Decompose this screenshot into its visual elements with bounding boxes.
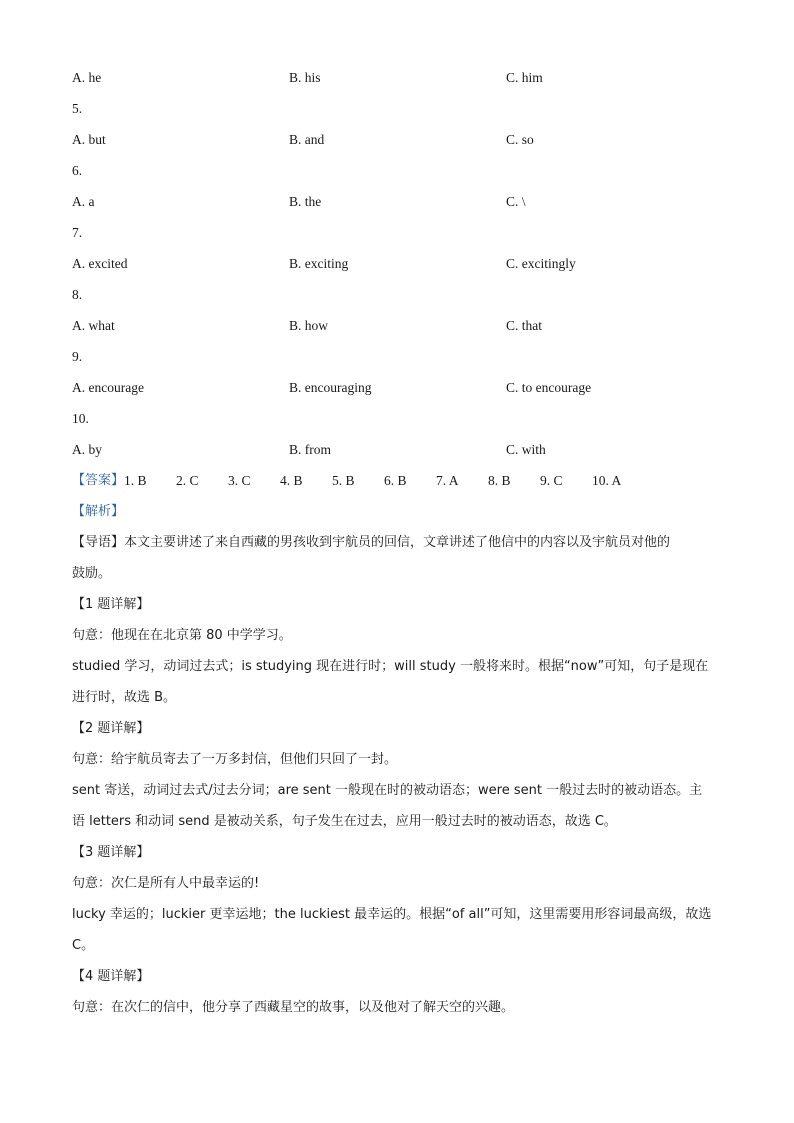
option-a: A. a [72, 194, 95, 209]
answer-item: 5. B [332, 473, 355, 488]
answer-item: 4. B [280, 473, 303, 488]
answer-item: 9. C [540, 473, 563, 488]
detail-heading: 【4 题详解】 [72, 969, 150, 984]
intro-label: 【导语】 [72, 535, 125, 550]
option-c: C. excitingly [506, 256, 576, 271]
detail-explanation-line: lucky 幸运的；luckier 更幸运地；the luckiest 最幸运的。根据“of all”可知，这里需要用形容词最高级，故选 [72, 907, 712, 922]
option-row-6 [72, 186, 722, 217]
detail-heading: 【1 题详解】 [72, 597, 150, 612]
option-a: A. encourage [72, 380, 144, 395]
option-b: B. and [289, 132, 325, 147]
detail-heading: 【3 题详解】 [72, 845, 150, 860]
option-c: C. him [506, 70, 543, 85]
detail-meaning: 句意：给宇航员寄去了一万多封信，但他们只回了一封。 [72, 752, 398, 767]
detail-1 [72, 589, 722, 713]
analysis-label: 【解析】 [72, 504, 125, 519]
answer-item: 3. C [228, 473, 251, 488]
option-a: A. by [72, 442, 102, 457]
answer-item: 10. A [592, 473, 622, 488]
option-b: B. the [289, 194, 322, 209]
question-number-9: 9. [72, 349, 83, 364]
intro-line-1 [72, 527, 722, 558]
option-a: A. what [72, 318, 115, 333]
question-number-5: 5. [72, 101, 83, 116]
option-b: B. encouraging [289, 380, 372, 395]
answer-item: 6. B [384, 473, 407, 488]
option-c: C. to encourage [506, 380, 592, 395]
option-b: B. from [289, 442, 331, 457]
answer-label: 【答案】 [72, 473, 125, 488]
question-number-7: 7. [72, 225, 83, 240]
option-c: C. \ [506, 194, 526, 209]
answer-item: 2. C [176, 473, 199, 488]
analysis-heading [72, 496, 722, 527]
document-page [72, 62, 722, 1023]
option-row-7 [72, 248, 722, 279]
option-row-8 [72, 310, 722, 341]
option-row-4 [72, 62, 722, 93]
option-row-10 [72, 434, 722, 465]
detail-meaning: 句意：他现在在北京第 80 中学学习。 [72, 628, 292, 643]
question-number-8: 8. [72, 287, 83, 302]
option-c: C. so [506, 132, 534, 147]
detail-2 [72, 713, 722, 837]
detail-meaning: 句意：在次仁的信中，他分享了西藏星空的故事，以及他对了解天空的兴趣。 [72, 1000, 515, 1015]
intro-paragraph [72, 527, 722, 589]
option-b: B. his [289, 70, 321, 85]
option-row-5 [72, 124, 722, 155]
option-c: C. with [506, 442, 546, 457]
detail-3 [72, 837, 722, 961]
option-b: B. how [289, 318, 329, 333]
answer-item: 1. B [124, 473, 147, 488]
options-block [72, 62, 722, 465]
detail-explanation-line: 进行时，故选 B。 [72, 690, 177, 705]
detail-4 [72, 961, 722, 1023]
detail-explanation-line: C。 [72, 938, 95, 953]
option-a: A. but [72, 132, 106, 147]
answer-item: 7. A [436, 473, 459, 488]
detail-explanation-line: studied 学习，动词过去式；is studying 现在进行时；will study 一般将来时。根据“now”可知，句子是现在 [72, 659, 709, 674]
intro-line-2: 鼓励。 [72, 566, 112, 581]
option-b: B. exciting [289, 256, 349, 271]
question-number-10: 10. [72, 411, 89, 426]
detail-explanation-line: sent 寄送，动词过去式/过去分词；are sent 一般现在时的被动语态；were sent 一般过去时的被动语态。主 [72, 783, 703, 798]
option-row-9 [72, 372, 722, 403]
option-c: C. that [506, 318, 542, 333]
intro-text: 本文主要讲述了来自西藏的男孩收到宇航员的回信，文章讲述了他信中的内容以及宇航员对他的 [124, 535, 671, 550]
answer-item: 8. B [488, 473, 511, 488]
detail-explanation-line: 语 letters 和动词 send 是被动关系，句子发生在过去，应用一般过去时的被动语态，故选 C。 [72, 814, 617, 829]
detail-meaning: 句意：次仁是所有人中最幸运的! [72, 876, 260, 891]
detail-heading: 【2 题详解】 [72, 721, 150, 736]
question-number-6: 6. [72, 163, 83, 178]
option-a: A. excited [72, 256, 128, 271]
answer-key [72, 465, 722, 496]
option-a: A. he [72, 70, 102, 85]
